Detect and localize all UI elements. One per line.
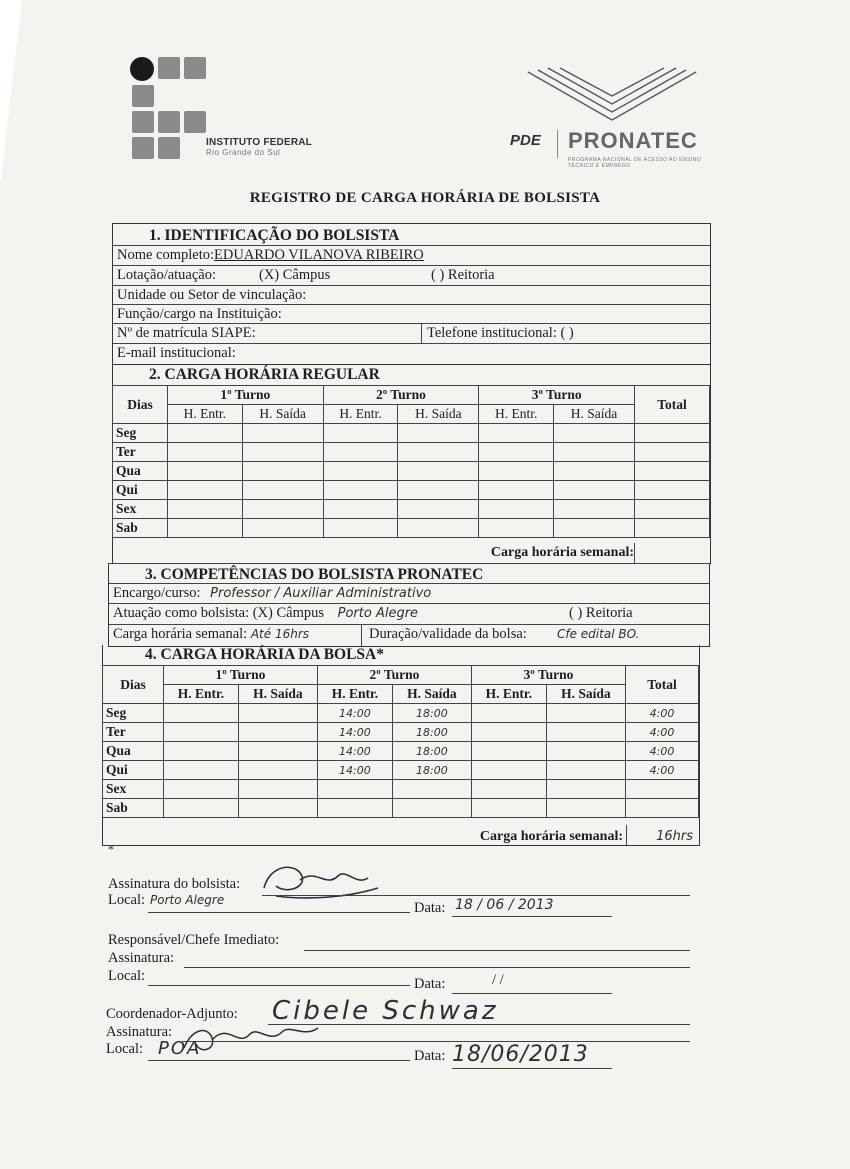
coordenador-label: Coordenador-Adjunto: <box>106 1006 238 1022</box>
lotacao-label: Lotação/atuação: <box>117 267 217 283</box>
col-h-entr: H. Entr. <box>323 405 398 424</box>
col-h-saida: H. Saída <box>398 405 479 424</box>
nome-label: Nome completo: <box>117 247 215 263</box>
coordenador-value[interactable]: Cibele Schwaz <box>272 996 499 1026</box>
col-total: Total <box>635 386 710 424</box>
col-h-saida: H. Saída <box>392 685 471 704</box>
col-h-entr: H. Entr. <box>471 685 546 704</box>
reitoria-option-3[interactable]: ( ) Reitoria <box>569 605 633 621</box>
pde-label: PDE <box>510 132 541 149</box>
encargo-label: Encargo/curso: <box>113 585 201 601</box>
regular-semanal-label: Carga horária semanal: <box>490 545 634 560</box>
data-value[interactable]: 18 / 06 / 2013 <box>455 897 554 913</box>
table-row <box>113 500 710 519</box>
local-label: Local: <box>108 892 146 908</box>
table-row <box>103 742 699 761</box>
nome-row <box>113 246 710 266</box>
carga-row <box>109 625 709 646</box>
table-row <box>113 519 710 538</box>
exit-time[interactable]: 18:00 <box>392 723 471 742</box>
entry-time[interactable]: 14:00 <box>317 742 392 761</box>
section-carga-regular <box>112 363 711 564</box>
exit-time[interactable]: 18:00 <box>392 704 471 723</box>
email-label: E-mail institucional: <box>117 345 236 361</box>
bolsa-semanal-value[interactable]: 16hrs <box>656 829 693 844</box>
col-h-saida: H. Saída <box>554 405 635 424</box>
col-h-saida: H. Saída <box>242 405 323 424</box>
day-label: Qua <box>113 462 168 481</box>
table-row <box>103 704 699 723</box>
bolsa-semanal-label: Carga horária semanal: <box>479 829 623 844</box>
entry-time[interactable]: 14:00 <box>317 723 392 742</box>
regular-rows <box>113 424 710 538</box>
exit-time[interactable]: 18:00 <box>392 742 471 761</box>
pronatec-subtitle: PROGRAMA NACIONAL DE ACESSO AO ENSINO TÉCNICO E EMPREGO <box>568 157 702 169</box>
col-turno2: 2º Turno <box>323 386 479 405</box>
matricula-row <box>113 324 710 344</box>
carga-value[interactable]: Até 16hrs <box>250 627 309 641</box>
duracao-value[interactable]: Cfe edital BO. <box>557 627 640 641</box>
section3-heading: 3. COMPETÊNCIAS DO BOLSISTA PRONATEC <box>109 564 709 584</box>
telefone-label: Telefone institucional: ( ) <box>427 325 574 341</box>
matricula-label: Nº de matrícula SIAPE: <box>117 325 256 341</box>
row-total[interactable]: 4:00 <box>626 704 699 723</box>
col-h-entr: H. Entr. <box>164 685 239 704</box>
col-h-entr: H. Entr. <box>317 685 392 704</box>
col-turno1: 1º Turno <box>168 386 324 405</box>
col-turno2: 2º Turno <box>317 666 471 685</box>
col-h-saida: H. Saída <box>238 685 317 704</box>
assinatura3-label: Assinatura: <box>106 1024 173 1040</box>
encargo-value[interactable]: Professor / Auxiliar Administrativo <box>210 586 432 601</box>
lotacao-row <box>113 266 710 286</box>
row-total[interactable]: 4:00 <box>626 761 699 780</box>
unidade-row <box>113 286 710 305</box>
row-total[interactable]: 4:00 <box>626 723 699 742</box>
day-label: Sab <box>103 799 164 818</box>
encargo-row <box>109 584 709 604</box>
assinatura-label: Assinatura: <box>108 950 175 966</box>
page-title: REGISTRO DE CARGA HORÁRIA DE BOLSISTA <box>249 190 601 206</box>
data3-value[interactable]: 18/06/2013 <box>452 1042 589 1067</box>
section-identificacao <box>112 223 711 365</box>
funcao-label: Função/cargo na Instituição: <box>117 306 282 322</box>
pronatec-logo <box>510 64 710 184</box>
col-turno3: 3º Turno <box>479 386 635 405</box>
nome-value[interactable]: EDUARDO VILANOVA RIBEIRO <box>214 247 424 263</box>
bolsa-rows <box>103 704 699 818</box>
table-row <box>103 723 699 742</box>
entry-time[interactable]: 14:00 <box>317 761 392 780</box>
carga-label: Carga horária semanal: <box>113 626 248 642</box>
pronatec-label: PRONATEC <box>568 128 698 153</box>
day-label: Seg <box>113 424 168 443</box>
atuacao-value[interactable]: Porto Alegre <box>337 606 419 621</box>
exit-time[interactable]: 18:00 <box>392 761 471 780</box>
day-label: Qui <box>103 761 164 780</box>
regular-schedule-table <box>112 385 710 538</box>
table-row <box>113 443 710 462</box>
col-turno1: 1º Turno <box>164 666 318 685</box>
row-total[interactable]: 4:00 <box>626 742 699 761</box>
section2-heading: 2. CARGA HORÁRIA REGULAR <box>149 366 380 383</box>
col-dias: Dias <box>113 386 168 424</box>
table-row <box>113 424 710 443</box>
bolsa-schedule-table <box>102 665 699 818</box>
local3-value[interactable]: POA <box>158 1038 202 1059</box>
day-label: Sab <box>113 519 168 538</box>
col-turno3: 3º Turno <box>471 666 625 685</box>
responsavel-label: Responsável/Chefe Imediato: <box>108 932 280 948</box>
local3-label: Local: <box>106 1041 144 1057</box>
day-label: Seg <box>103 704 164 723</box>
funcao-row <box>113 305 710 324</box>
table-row <box>113 481 710 500</box>
section4-heading: 4. CARGA HORÁRIA DA BOLSA* <box>145 646 384 663</box>
duracao-label: Duração/validade da bolsa: <box>369 626 527 642</box>
data3-label: Data: <box>414 1048 446 1064</box>
book-icon <box>524 64 704 124</box>
col-h-entr: H. Entr. <box>168 405 243 424</box>
day-label: Sex <box>113 500 168 519</box>
footnote-marker: * <box>108 842 114 856</box>
data2-value[interactable]: / / <box>492 972 504 988</box>
section-carga-bolsa <box>102 645 700 846</box>
day-label: Ter <box>103 723 164 742</box>
unidade-label: Unidade ou Setor de vinculação: <box>117 287 307 303</box>
institution-name <box>206 137 312 157</box>
section1-heading: 1. IDENTIFICAÇÃO DO BOLSISTA <box>113 224 710 246</box>
email-row <box>113 344 710 364</box>
institution-line1: INSTITUTO FEDERAL <box>206 137 312 148</box>
col-h-saida: H. Saída <box>546 685 625 704</box>
table-row <box>103 761 699 780</box>
day-label: Sex <box>103 780 164 799</box>
day-label: Qui <box>113 481 168 500</box>
bolsista-signature-label: Assinatura do bolsista: <box>108 876 241 892</box>
table-row <box>103 799 699 818</box>
section-competencias <box>108 563 710 647</box>
col-dias: Dias <box>103 666 164 704</box>
col-h-entr: H. Entr. <box>479 405 554 424</box>
local-value[interactable]: Porto Alegre <box>150 893 225 907</box>
data2-label: Data: <box>414 976 446 992</box>
atuacao-row <box>109 604 709 625</box>
campus-option[interactable]: (X) Câmpus <box>259 267 331 283</box>
day-label: Ter <box>113 443 168 462</box>
col-total: Total <box>626 666 699 704</box>
institution-line2: Rio Grande do Sul <box>206 148 281 157</box>
table-row <box>103 780 699 799</box>
day-label: Qua <box>103 742 164 761</box>
atuacao-label: Atuação como bolsista: (X) Câmpus <box>113 605 325 621</box>
data-label: Data: <box>414 900 446 916</box>
reitoria-option[interactable]: ( ) Reitoria <box>431 267 495 283</box>
local2-label: Local: <box>108 968 146 984</box>
table-row <box>113 462 710 481</box>
entry-time[interactable]: 14:00 <box>317 704 392 723</box>
folded-corner <box>0 0 22 186</box>
